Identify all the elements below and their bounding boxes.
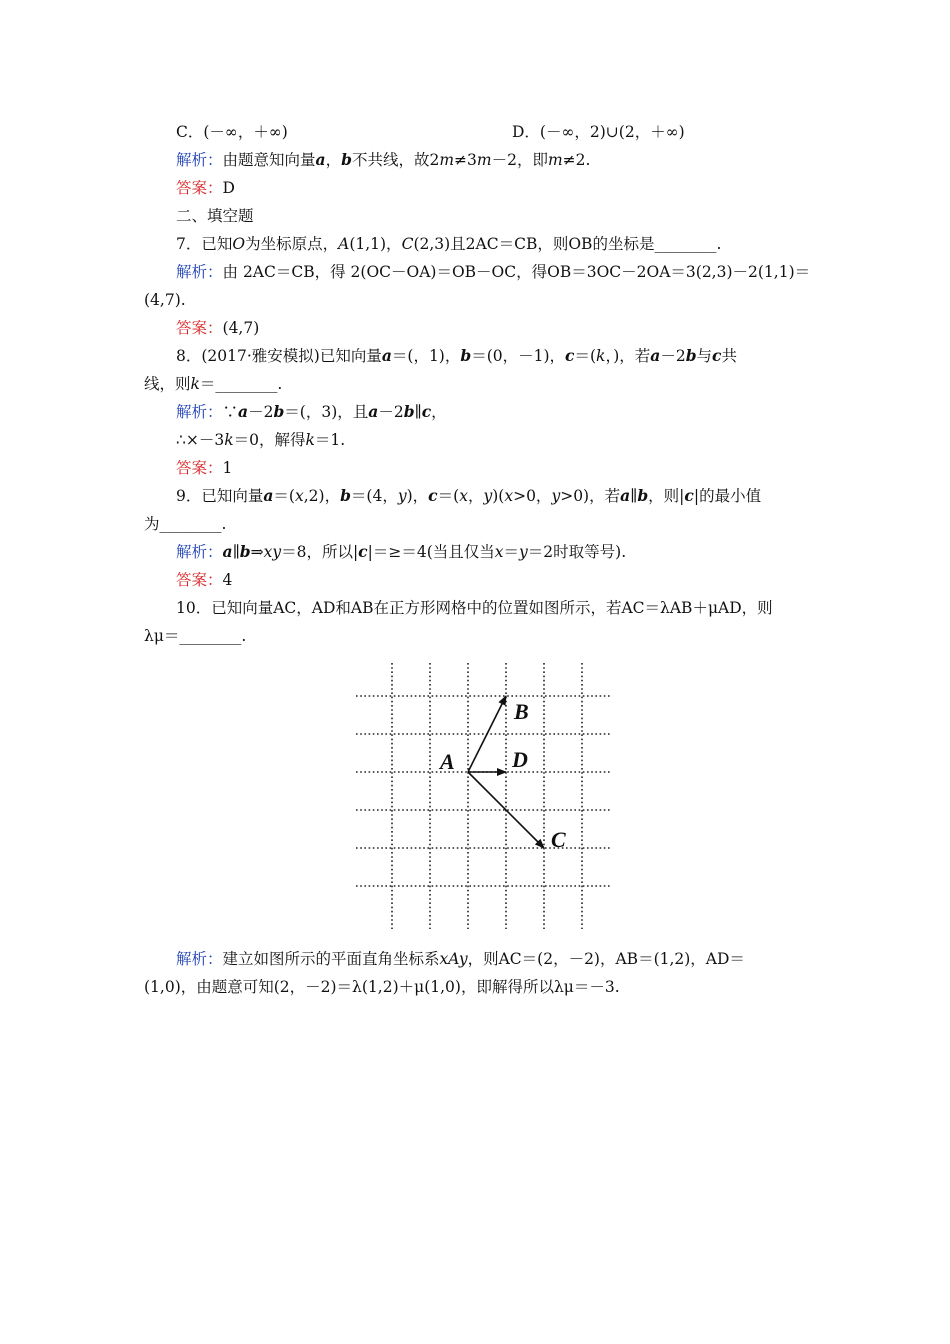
vector-b: b	[685, 346, 697, 365]
text: (1,1)，	[349, 235, 402, 253]
var-m: m	[476, 151, 492, 169]
text: ＝0，解得	[233, 431, 306, 449]
text: －2	[660, 347, 686, 365]
grid-lines	[356, 663, 612, 929]
var-x: x	[504, 487, 514, 505]
vector-b: b	[403, 402, 415, 421]
q6-answer	[176, 178, 235, 198]
text: 9．已知向量	[176, 487, 264, 505]
section-heading: 二、填空题	[176, 207, 254, 225]
vector-a: a	[381, 346, 392, 365]
text: ＝(0，－1)，	[471, 347, 566, 365]
text: 共	[721, 347, 738, 365]
text: ，则|	[648, 487, 685, 505]
text: >0，	[513, 487, 552, 505]
vector-grid-figure	[356, 663, 612, 933]
answer-label: 答案：	[176, 319, 223, 337]
var-k: k	[596, 347, 606, 365]
text: ∥	[232, 543, 240, 561]
text: －2	[248, 403, 274, 421]
text: 为坐标原点，	[245, 235, 339, 253]
text: ∵	[222, 403, 239, 421]
var-o: O	[232, 235, 246, 253]
vector-b: b	[460, 346, 472, 365]
text: ＝(，3)，且	[284, 403, 369, 421]
vector-a: a	[222, 542, 233, 561]
q10-explanation-cont: (1,0)，由题意可知(2，－2)＝λ(1,2)＋μ(1,0)，即解得所以λμ＝－3.	[144, 978, 620, 996]
text: 由 2AC＝CB，得 2(OC－OA)＝OB－OC，得OB＝3OC－2OA＝3(2,3)－2(1,1)＝	[222, 263, 811, 281]
text: ∥	[414, 403, 422, 421]
var-k: k	[305, 431, 315, 449]
q8-answer	[176, 458, 232, 478]
var-y: y	[483, 487, 493, 505]
q6-explanation	[176, 150, 590, 170]
q7-answer	[176, 318, 259, 338]
var-y: y	[551, 487, 561, 505]
text: －2，即	[491, 151, 548, 169]
var-y: y	[519, 543, 528, 561]
var-k: k	[224, 431, 234, 449]
answer-label: 答案：	[176, 571, 223, 589]
vector-b: b	[637, 486, 649, 505]
q7-question	[176, 234, 721, 254]
coord-system: xAy	[439, 950, 468, 968]
text: 线，则	[144, 375, 191, 393]
var-x: x	[459, 487, 468, 505]
vector-c: c	[428, 486, 438, 505]
text: ＝(4，	[350, 487, 398, 505]
q8-explanation	[176, 402, 447, 422]
point-a: A	[338, 235, 350, 253]
text: ＝8，所以|	[281, 543, 359, 561]
text: ，	[431, 403, 447, 421]
text: ，)，若	[605, 347, 651, 365]
vector-b: b	[341, 150, 352, 169]
vector-c: c	[421, 402, 432, 421]
q9-explanation	[176, 542, 626, 562]
q10-question: 10．已知向量AC，AD和AB在正方形网格中的位置如图所示，若AC＝λAB＋μAD，则	[176, 599, 773, 617]
vector-c: c	[358, 542, 368, 561]
text: ≠3	[454, 151, 477, 169]
vector-c: c	[712, 346, 722, 365]
vector-c: c	[684, 486, 694, 505]
option-c: C．(－∞，＋∞)	[176, 123, 288, 141]
text: ＝________.	[199, 375, 283, 393]
var-y: y	[397, 487, 407, 505]
text: |＝≥＝4(当且仅当	[367, 543, 495, 561]
q8-explanation-cont	[176, 430, 345, 450]
explanation-label: 解析：	[176, 543, 223, 561]
text: ≠2.	[562, 151, 591, 169]
q8-question-cont	[144, 374, 282, 394]
label-c: C	[551, 827, 566, 852]
text: ，	[325, 151, 342, 169]
text: ＝(，1)，	[391, 347, 461, 365]
text: (2,3)且2AC＝CB，则OB的坐标是________.	[413, 235, 722, 253]
text: >0)，若	[560, 487, 621, 505]
vector-b: b	[239, 542, 251, 561]
text: 与	[696, 347, 713, 365]
answer-label: 答案：	[176, 459, 223, 477]
answer-value: (4,7)	[222, 319, 260, 337]
vector-b: b	[273, 402, 285, 421]
text: 由题意知向量	[222, 151, 316, 169]
answer-value: 4	[222, 571, 233, 589]
q7-explanation	[176, 262, 810, 282]
q9-answer	[176, 570, 232, 590]
explanation-label: 解析：	[176, 263, 223, 281]
point-c: C	[401, 235, 414, 253]
vector-a: a	[263, 486, 274, 505]
var-k: k	[190, 375, 200, 393]
var-x: x	[294, 487, 304, 505]
explanation-label: 解析：	[176, 403, 223, 421]
q9-question	[176, 486, 761, 506]
q10-question-cont: λμ＝________.	[144, 627, 247, 645]
vector-c: c	[565, 346, 575, 365]
text: ＝	[503, 543, 520, 561]
vector-a: a	[238, 402, 249, 421]
vector-a: a	[315, 150, 326, 169]
text: ,2)，	[303, 487, 341, 505]
text: )(	[492, 487, 505, 505]
text: 建立如图所示的平面直角坐标系	[222, 950, 440, 968]
answer-value: 1	[222, 459, 233, 477]
text: 8．(2017·雅安模拟)已知向量	[176, 347, 382, 365]
vector-a: a	[368, 402, 379, 421]
text: ∥	[630, 487, 638, 505]
q9-question-cont: 为________.	[144, 515, 227, 533]
text: ＝1.	[314, 431, 346, 449]
text: ，则AC＝(2，－2)，AB＝(1,2)，AD＝	[467, 950, 745, 968]
option-d: D．(－∞，2)∪(2，＋∞)	[512, 123, 685, 141]
grid-svg	[356, 663, 612, 929]
var-x: x	[494, 543, 504, 561]
text: ⇒	[250, 543, 264, 561]
vector-b: b	[340, 486, 351, 505]
q8-question	[176, 346, 737, 366]
label-d: D	[512, 747, 528, 772]
text: －2	[378, 403, 404, 421]
text: |的最小值	[693, 487, 762, 505]
answer-label: 答案：	[176, 179, 223, 197]
text: ＝2时取等号).	[527, 543, 627, 561]
var-m: m	[547, 151, 563, 169]
text: ，	[467, 487, 484, 505]
q10-explanation	[176, 949, 745, 969]
vector-a: a	[650, 346, 661, 365]
text: ＝(	[437, 487, 460, 505]
label-b: B	[514, 699, 529, 724]
text: )，	[406, 487, 429, 505]
answer-value: D	[222, 179, 235, 197]
text: ∴×－3	[176, 431, 225, 449]
explanation-label: 解析：	[176, 950, 223, 968]
vector-a: a	[620, 486, 631, 505]
text: 不共线，故2	[351, 151, 440, 169]
text: 7．已知	[176, 235, 233, 253]
q7-explanation-cont: (4,7).	[144, 291, 186, 309]
var-xy: xy	[263, 543, 282, 561]
text: ＝(	[273, 487, 295, 505]
explanation-label: 解析：	[176, 151, 223, 169]
text: ＝(	[574, 347, 597, 365]
var-m: m	[439, 151, 455, 169]
label-a: A	[440, 749, 455, 774]
